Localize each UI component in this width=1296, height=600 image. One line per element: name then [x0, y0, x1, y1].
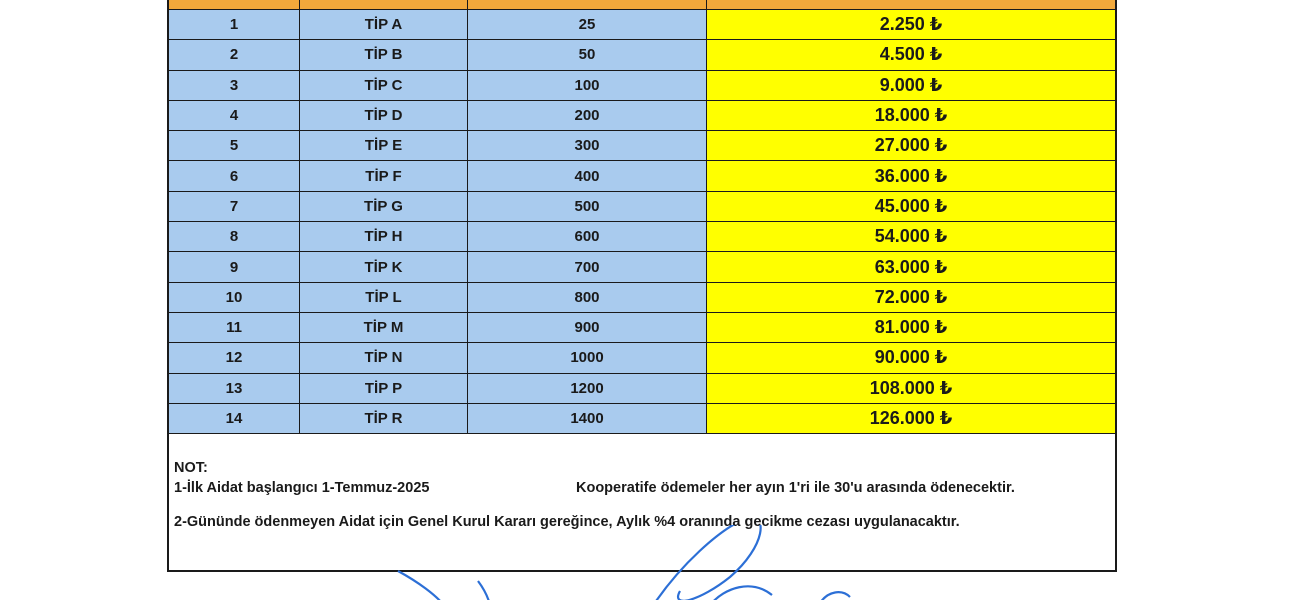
row-area: 100 — [468, 71, 707, 100]
row-type: TİP N — [300, 343, 468, 372]
table-row — [169, 374, 1115, 404]
row-type: TİP P — [300, 374, 468, 403]
signature-stroke — [710, 586, 772, 600]
row-type: TİP E — [300, 131, 468, 160]
row-type: TİP M — [300, 313, 468, 342]
row-number: 6 — [169, 161, 300, 190]
table-row — [169, 161, 1115, 191]
row-number: 4 — [169, 101, 300, 130]
row-fee: 18.000 ₺ — [707, 101, 1115, 130]
row-type: TİP H — [300, 222, 468, 251]
row-area: 600 — [468, 222, 707, 251]
table-row — [169, 283, 1115, 313]
row-fee: 27.000 ₺ — [707, 131, 1115, 160]
header-cell-no — [169, 0, 300, 9]
table-row — [169, 192, 1115, 222]
signature-stroke — [820, 592, 850, 600]
table-row — [169, 343, 1115, 373]
row-type: TİP G — [300, 192, 468, 221]
row-number: 5 — [169, 131, 300, 160]
table-row — [169, 71, 1115, 101]
table-body — [169, 10, 1115, 434]
row-area: 1400 — [468, 404, 707, 433]
header-cell-type — [300, 0, 468, 9]
table-row — [169, 10, 1115, 40]
signature-stroke — [478, 581, 490, 600]
table-row — [169, 40, 1115, 70]
notes-title: NOT: — [174, 460, 208, 477]
signature-stroke — [652, 525, 761, 600]
row-fee: 54.000 ₺ — [707, 222, 1115, 251]
row-fee: 2.250 ₺ — [707, 10, 1115, 39]
row-fee: 63.000 ₺ — [707, 252, 1115, 281]
header-cell-fee — [707, 0, 1115, 9]
row-type: TİP A — [300, 10, 468, 39]
table-row — [169, 222, 1115, 252]
row-fee: 108.000 ₺ — [707, 374, 1115, 403]
handwritten-signature — [380, 525, 880, 600]
row-area: 1000 — [468, 343, 707, 372]
row-type: TİP C — [300, 71, 468, 100]
row-number: 2 — [169, 40, 300, 69]
row-number: 11 — [169, 313, 300, 342]
row-fee: 90.000 ₺ — [707, 343, 1115, 372]
row-number: 12 — [169, 343, 300, 372]
row-number: 1 — [169, 10, 300, 39]
row-number: 3 — [169, 71, 300, 100]
row-area: 50 — [468, 40, 707, 69]
row-fee: 81.000 ₺ — [707, 313, 1115, 342]
row-number: 9 — [169, 252, 300, 281]
row-area: 200 — [468, 101, 707, 130]
row-area: 1200 — [468, 374, 707, 403]
row-type: TİP D — [300, 101, 468, 130]
row-number: 7 — [169, 192, 300, 221]
row-fee: 9.000 ₺ — [707, 71, 1115, 100]
row-fee: 126.000 ₺ — [707, 404, 1115, 433]
row-fee: 72.000 ₺ — [707, 283, 1115, 312]
row-area: 500 — [468, 192, 707, 221]
header-cell-m2 — [468, 0, 707, 9]
table-row — [169, 404, 1115, 434]
row-number: 14 — [169, 404, 300, 433]
table-row — [169, 252, 1115, 282]
table-row — [169, 131, 1115, 161]
table-header-row — [169, 0, 1115, 10]
row-area: 400 — [468, 161, 707, 190]
row-fee: 4.500 ₺ — [707, 40, 1115, 69]
row-type: TİP K — [300, 252, 468, 281]
row-area: 300 — [468, 131, 707, 160]
row-type: TİP B — [300, 40, 468, 69]
note-1-payment-text: Kooperatife ödemeler her ayın 1'ri ile 30'u arasında ödenecektir. — [576, 480, 1015, 497]
row-area: 800 — [468, 283, 707, 312]
note-2: 2-Gününde ödenmeyen Aidat için Genel Kurul Kararı gereğince, Aylık %4 oranında gecikme cezası uygulanacaktır. — [174, 514, 960, 531]
row-number: 8 — [169, 222, 300, 251]
table-row — [169, 313, 1115, 343]
row-type: TİP R — [300, 404, 468, 433]
row-number: 10 — [169, 283, 300, 312]
note-1-text: 1-İlk Aidat başlangıcı 1-Temmuz-2025 — [174, 480, 430, 497]
row-area: 900 — [468, 313, 707, 342]
signature-stroke — [398, 571, 442, 600]
table-row — [169, 101, 1115, 131]
row-type: TİP F — [300, 161, 468, 190]
row-type: TİP L — [300, 283, 468, 312]
note-1 — [174, 478, 1115, 498]
row-area: 25 — [468, 10, 707, 39]
row-number: 13 — [169, 374, 300, 403]
fee-table-sheet — [167, 0, 1117, 572]
row-fee: 45.000 ₺ — [707, 192, 1115, 221]
row-area: 700 — [468, 252, 707, 281]
row-fee: 36.000 ₺ — [707, 161, 1115, 190]
